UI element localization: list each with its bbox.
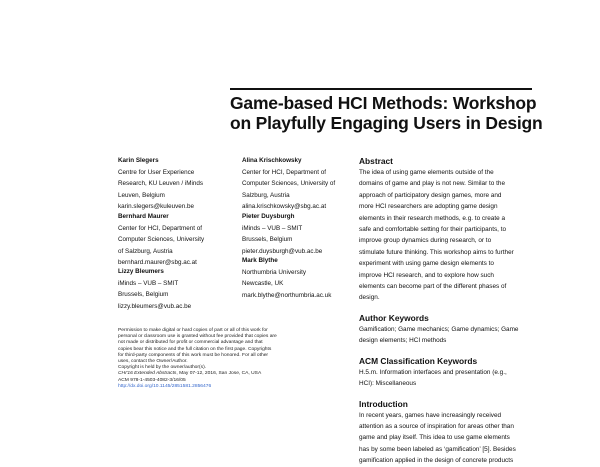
intro-line: gamification applied in the design of concrete products bbox=[359, 457, 514, 465]
keywords-line: Gamification; Game mechanics; Game dynamics; Game bbox=[359, 325, 519, 333]
abstract-line: experiment with using game design elements to bbox=[359, 260, 494, 268]
author-name: Karin Slegers bbox=[118, 157, 159, 164]
author-affiliation: Center for HCI, Department of bbox=[118, 224, 202, 232]
author-location: of Salzburg, Austria bbox=[118, 247, 173, 255]
introduction-heading: Introduction bbox=[359, 398, 408, 409]
author-email: lizzy.bleumers@vub.ac.be bbox=[118, 302, 192, 310]
acm-line: H.5.m. Information interfaces and presentation (e.g., bbox=[359, 368, 507, 376]
abstract-line: improve group dynamics during research, or to bbox=[359, 237, 492, 245]
intro-line: game and play itself. This idea to use game elements bbox=[359, 434, 510, 442]
right-column bbox=[359, 156, 564, 467]
author-email: alina.krischkowsky@sbg.ac.at bbox=[242, 203, 327, 211]
title-rule bbox=[230, 88, 532, 90]
venue-details: , May 07-12, 2016, San Jose, CA, USA bbox=[176, 371, 262, 377]
author-name: Pieter Duysburgh bbox=[242, 213, 295, 220]
author-block bbox=[118, 155, 203, 213]
keywords-line: design elements; HCI methods bbox=[359, 337, 447, 345]
author-name: Bernhard Maurer bbox=[118, 213, 169, 220]
abstract-line: The idea of using game elements outside of the bbox=[359, 169, 494, 176]
abstract-line: safe and comfortable setting for their participants, to bbox=[359, 226, 507, 234]
abstract-line: stimulate future thinking. This workshop aims to further bbox=[359, 248, 514, 256]
doi-link[interactable]: http://dx.doi.org/10.1145/2851581.2856476 bbox=[118, 383, 212, 389]
abstract-line: design. bbox=[359, 294, 380, 302]
abstract-section bbox=[359, 156, 564, 304]
title-line: on Playfully Engaging Users in Design bbox=[230, 113, 543, 133]
keywords-body bbox=[359, 324, 564, 347]
author-affiliation: iMinds – VUB – SMIT bbox=[118, 279, 179, 287]
author-affiliation: Center for HCI, Department of bbox=[242, 168, 326, 176]
author-email: pieter.duysburgh@vub.ac.be bbox=[242, 247, 323, 255]
keywords-heading: Author Keywords bbox=[359, 312, 429, 323]
introduction-body bbox=[359, 410, 564, 467]
permission-line: Permission to make digital or hard copies of part or all of this work for bbox=[118, 328, 268, 333]
paper-title bbox=[230, 93, 550, 133]
intro-line: In recent years, games have increasingly received bbox=[359, 411, 502, 419]
title-line: Game-based HCI Methods: Workshop bbox=[230, 93, 537, 113]
acm-line: HCI): Miscellaneous bbox=[359, 380, 417, 388]
acm-heading: ACM Classification Keywords bbox=[359, 355, 478, 366]
venue-name: CHI'16 Extended Abstracts bbox=[118, 371, 177, 377]
intro-line: has by some been labeled as ‘gamification’ [5]. Besides bbox=[359, 445, 516, 453]
author-location: Newcastle, UK bbox=[242, 280, 284, 288]
author-affiliation: Northumbria University bbox=[242, 268, 307, 276]
author-affiliation: iMinds – VUB – SMIT bbox=[242, 224, 303, 232]
author-name: Mark Blythe bbox=[242, 257, 278, 264]
acm-body bbox=[359, 367, 564, 390]
permission-line: for third-party components of this work must be honored. For all other bbox=[118, 352, 269, 358]
acm-section bbox=[359, 356, 564, 390]
author-block bbox=[242, 255, 331, 301]
author-affiliation: Centre for User Experience bbox=[118, 168, 195, 176]
abstract-line: domains of game and play is not new. Similar to the bbox=[359, 180, 505, 188]
permission-line: uses, contact the Owner/Author. bbox=[118, 359, 188, 365]
author-location: Brussels, Belgium bbox=[242, 236, 293, 244]
abstract-line: more HCI researchers are adopting game design bbox=[359, 203, 498, 211]
author-block bbox=[118, 266, 191, 312]
acm-isbn: ACM 978-1-4503-4082-3/16/05 bbox=[118, 377, 186, 383]
permission-line: personal or classroom use is granted without fee provided that copies are bbox=[118, 334, 277, 340]
permission-line: not made or distributed for profit or commercial advantage and that bbox=[118, 340, 263, 346]
author-affiliation: Computer Sciences, University bbox=[118, 236, 205, 244]
author-email: karin.slegers@kuleuven.be bbox=[118, 203, 195, 211]
intro-line: attention as a source of inspiration for areas other than bbox=[359, 422, 514, 430]
permission-notice bbox=[118, 328, 358, 390]
author-location: Salzburg, Austria bbox=[242, 191, 290, 199]
permission-line: copies bear this notice and the full citation on the first page. Copyrights bbox=[118, 346, 272, 352]
permission-line: Copyright is held by the owner/author(s). bbox=[118, 365, 207, 371]
author-email: bernhard.maurer@sbg.ac.at bbox=[118, 259, 197, 267]
author-block bbox=[242, 155, 335, 213]
introduction-section bbox=[359, 399, 564, 467]
abstract-line: approach of participatory design games, more and bbox=[359, 191, 502, 199]
keywords-section bbox=[359, 313, 564, 347]
author-email: mark.blythe@northumbria.ac.uk bbox=[242, 291, 332, 299]
author-block bbox=[242, 211, 322, 257]
abstract-body bbox=[359, 167, 564, 304]
author-affiliation: Research, KU Leuven / iMinds bbox=[118, 180, 204, 188]
author-location: Leuven, Belgium bbox=[118, 191, 165, 199]
author-name: Lizzy Bleumers bbox=[118, 268, 164, 275]
author-name: Alina Krischkowsky bbox=[242, 157, 302, 164]
author-location: Brussels, Belgium bbox=[118, 291, 169, 299]
abstract-line: elements in their research methods, e.g. to create a bbox=[359, 214, 505, 222]
author-block bbox=[118, 211, 204, 269]
abstract-line: improve HCI research, and to explore how such bbox=[359, 271, 494, 279]
author-affiliation: Computer Sciences, University of bbox=[242, 180, 336, 188]
abstract-heading: Abstract bbox=[359, 156, 393, 166]
abstract-line: elements can become part of the different phases of bbox=[359, 283, 507, 291]
